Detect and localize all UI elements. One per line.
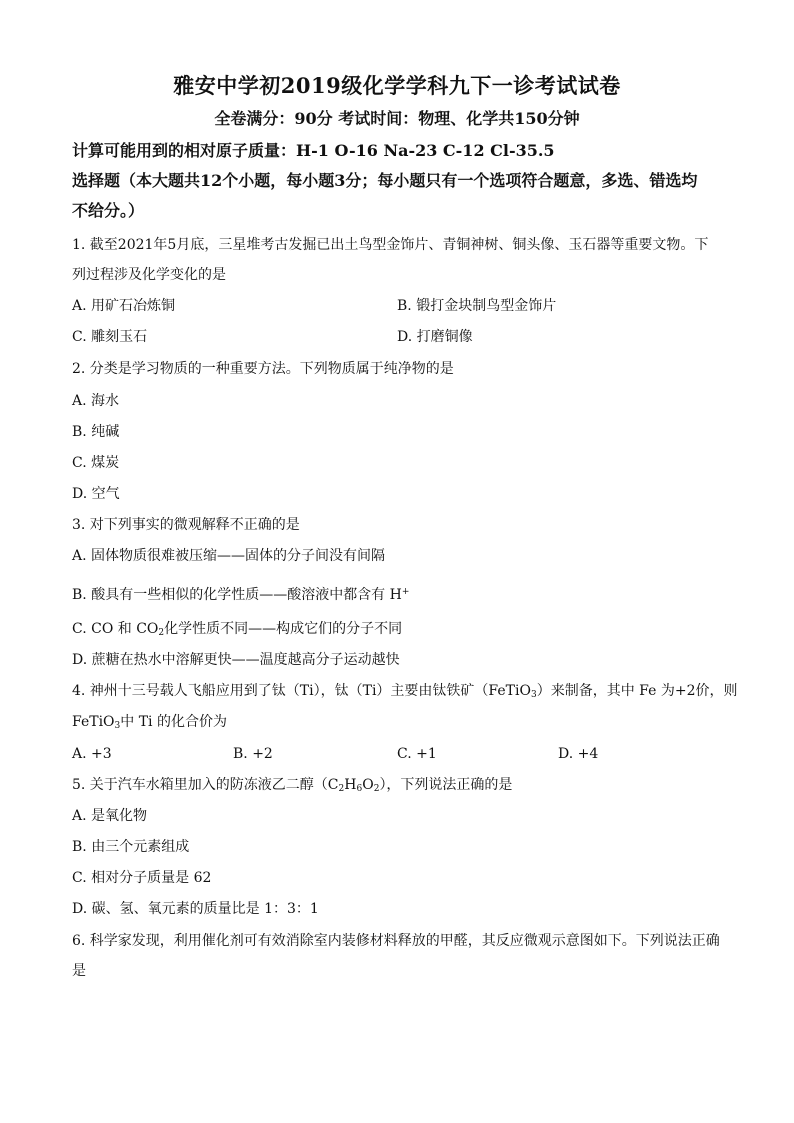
q2-stem: 2. 分类是学习物质的一种重要方法。下列物质属于纯净物的是 <box>72 361 454 377</box>
q3-stem: 3. 对下列事实的微观解释不正确的是 <box>72 517 300 533</box>
q1-stem-line-2: 列过程涉及化学变化的是 <box>72 267 226 283</box>
q4-option-a: A. +3 <box>72 746 112 762</box>
q2-option-d: D. 空气 <box>72 486 120 502</box>
q2-option-c: C. 煤炭 <box>72 455 120 471</box>
q4-stem-line-1: 4. 神州十三号载人飞船应用到了钛（Ti），钛（Ti）主要由钛铁矿（FeTiO$_3$）来制备，其中 Fe 为+2价，则 <box>72 683 738 700</box>
exam-title: 雅安中学初2019级化学学科九下一诊考试试卷 <box>173 73 621 98</box>
section-heading-line-2: 不给分。） <box>72 201 145 220</box>
section-heading-line-1: 选择题（本大题共12个小题，每小题3分；每小题只有一个选项符合题意，多选、错选均 <box>72 171 698 190</box>
atomic-masses: 计算可能用到的相对原子质量：H-1 O-16 Na-23 C-12 Cl-35.5 <box>72 141 555 160</box>
q6-stem-line-1: 6. 科学家发现，利用催化剂可有效消除室内装修材料释放的甲醛，其反应微观示意图如下。下列说法正确 <box>72 933 720 949</box>
q1-option-b: B. 锻打金块制鸟型金饰片 <box>397 298 557 314</box>
q1-option-a: A. 用矿石冶炼铜 <box>72 298 176 314</box>
q1-option-c: C. 雕刻玉石 <box>72 329 148 345</box>
q4-stem-line-2: FeTiO$_3$中 Ti 的化合价为 <box>72 714 227 731</box>
q2-option-a: A. 海水 <box>72 393 120 409</box>
exam-subtitle: 全卷满分：90分 考试时间：物理、化学共150分钟 <box>214 109 580 128</box>
q1-option-d: D. 打磨铜像 <box>397 329 473 345</box>
q3-option-c: C. CO 和 $CO_2$化学性质不同——构成它们的分子不同 <box>72 621 403 638</box>
q4-option-b: B. +2 <box>233 746 273 762</box>
q4-option-c: C. +1 <box>397 746 437 762</box>
q5-option-a: A. 是氧化物 <box>72 808 148 824</box>
q5-option-c: C. 相对分子质量是 62 <box>72 870 212 886</box>
q6-stem-line-2: 是 <box>72 963 86 979</box>
q2-option-b: B. 纯碱 <box>72 424 120 440</box>
q3-option-b: B. 酸具有一些相似的化学性质——酸溶液中都含有 H+ <box>72 587 410 603</box>
q5-stem: 5. 关于汽车水箱里加入的防冻液乙二醇$(C_2H_6O_2)$，下列说法正确的是 <box>72 777 513 794</box>
q5-option-b: B. 由三个元素组成 <box>72 839 190 855</box>
q4-option-d: D. +4 <box>558 746 599 762</box>
q5-option-d: D. 碳、氢、氧元素的质量比是 1：3：1 <box>72 901 319 917</box>
q3-option-d: D. 蔗糖在热水中溶解更快——温度越高分子运动越快 <box>72 652 400 668</box>
q1-stem-line-1: 1. 截至2021年5月底，三星堆考古发掘已出土鸟型金饰片、青铜神树、铜头像、玉石器等重要文物。下 <box>72 237 709 253</box>
q3-option-a: A. 固体物质很难被压缩——固体的分子间没有间隔 <box>72 548 386 564</box>
